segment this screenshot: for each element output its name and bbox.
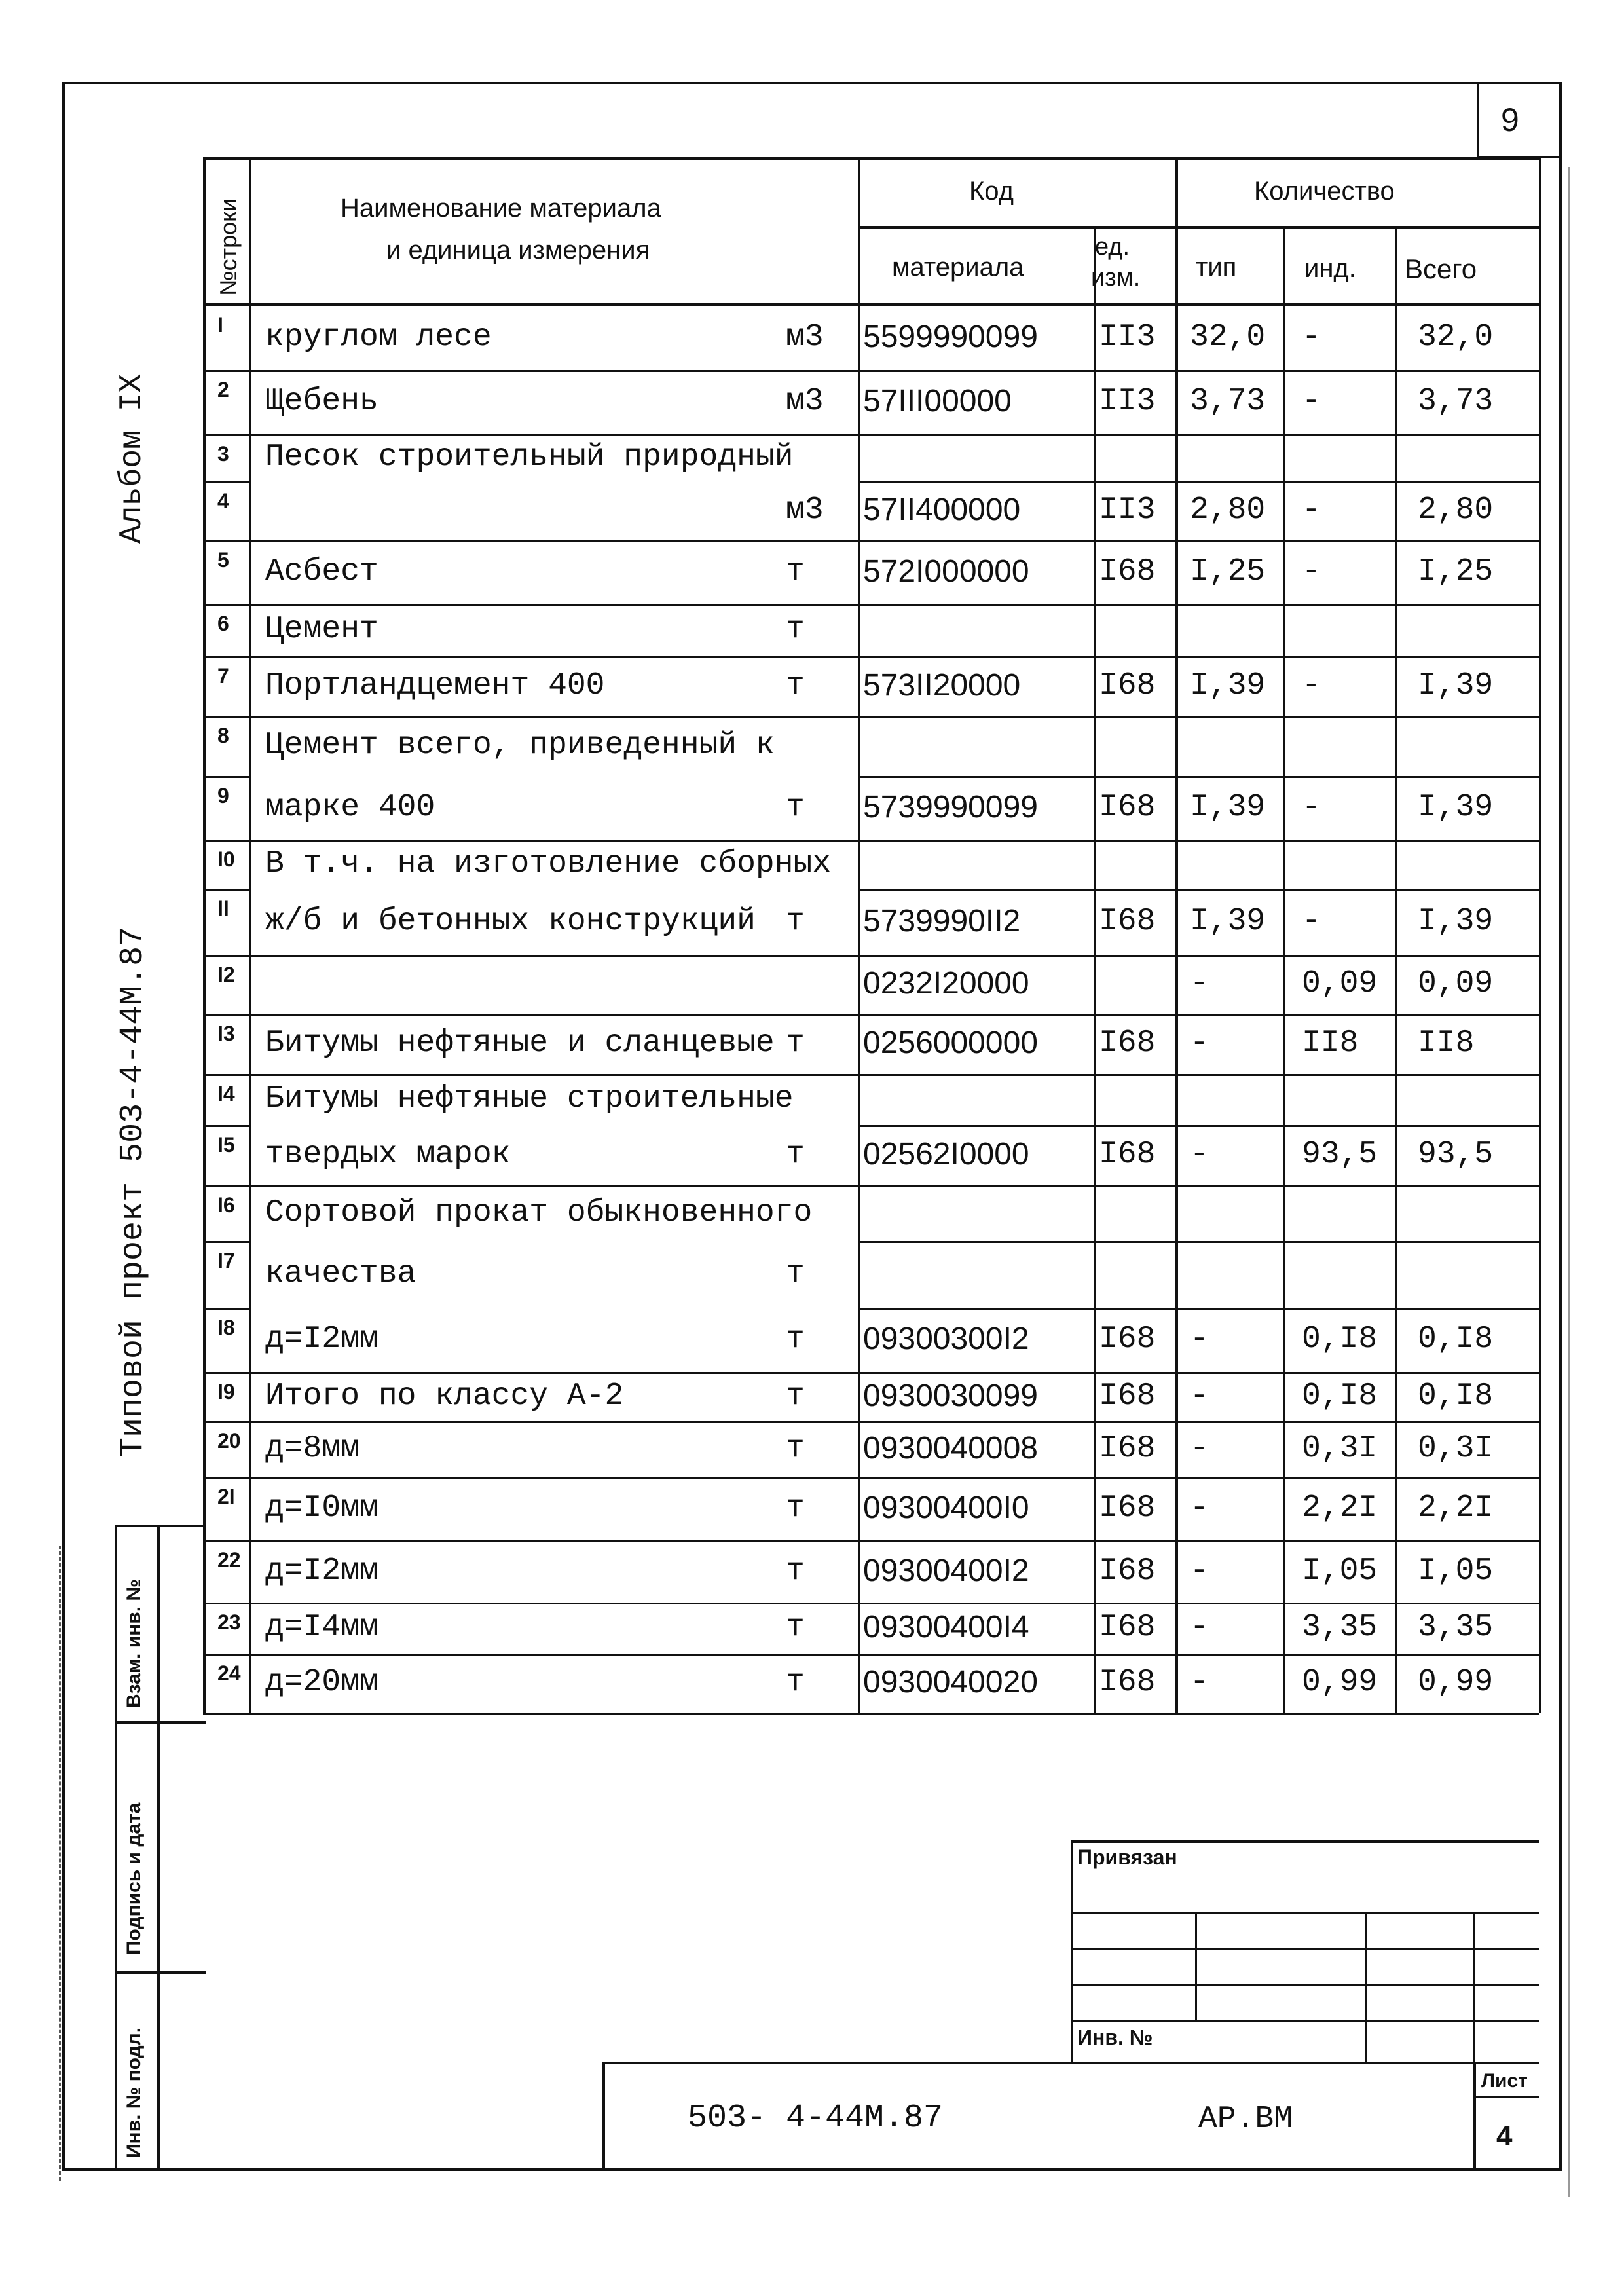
qty-type: - (1190, 1610, 1209, 1645)
row-number: 8 (217, 724, 229, 747)
unit-code: I68 (1099, 903, 1156, 939)
row-number: I9 (217, 1380, 235, 1403)
qty-ind: 0,I8 (1302, 1378, 1378, 1414)
qty-type: I,39 (1190, 903, 1266, 939)
material-code: 57III00000 (863, 384, 1012, 418)
material-name: Асбест (265, 553, 378, 589)
row-separator (203, 540, 1539, 542)
row-number: I7 (217, 1249, 235, 1272)
row-separator (203, 370, 1539, 372)
row-number: 7 (217, 664, 229, 688)
row-separator-number (203, 1125, 249, 1127)
header-bottom (203, 303, 1539, 306)
material-name: В т.ч. на изготовление сборных (265, 845, 832, 881)
unit-of-measure: т (786, 1490, 805, 1526)
row-separator (203, 840, 1539, 842)
qty-total: I,39 (1418, 903, 1494, 939)
material-name: Цемент всего, приведенный к (265, 728, 775, 763)
unit-of-measure: м3 (786, 492, 824, 528)
col-type (1175, 157, 1178, 1713)
qty-ind: 0,09 (1302, 966, 1378, 1001)
title-grid-col-1 (1195, 1912, 1197, 2020)
unit-code: II3 (1099, 319, 1156, 355)
unit-of-measure: м3 (786, 384, 824, 419)
qty-ind: 0,99 (1302, 1665, 1378, 1700)
unit-of-measure: т (786, 1430, 805, 1466)
qty-ind: 0,I8 (1302, 1322, 1378, 1357)
qty-total: 2,80 (1418, 492, 1494, 528)
cut-line-left (59, 1546, 61, 2181)
unit-of-measure: т (786, 1378, 805, 1414)
qty-type: - (1190, 1430, 1209, 1466)
stamp-inv-podl: Инв. № подл. (123, 2027, 145, 2158)
unit-code: I68 (1099, 553, 1156, 589)
unit-of-measure: т (786, 1026, 805, 1061)
col-unit-code (1094, 226, 1096, 1713)
qty-ind: - (1302, 384, 1321, 419)
material-name: твердых марок (265, 1137, 511, 1172)
material-code: 0256000000 (863, 1026, 1038, 1060)
row-number: 2I (217, 1485, 235, 1508)
title-grid-col-3 (1473, 1912, 1475, 2063)
main-title-top (602, 2062, 1539, 2064)
header-quantity-group: Количество (1254, 177, 1395, 206)
qty-type: - (1190, 1665, 1209, 1700)
qty-total: 2,2I (1418, 1490, 1494, 1526)
material-name: д=I4мм (265, 1610, 378, 1645)
material-code: 5599990099 (863, 319, 1038, 354)
col-left (203, 157, 206, 1713)
qty-type: 2,80 (1190, 492, 1266, 528)
row-separator (203, 1654, 1539, 1656)
qty-ind: - (1302, 667, 1321, 703)
material-code: 572I000000 (863, 553, 1029, 589)
header-sub-line (858, 226, 1539, 229)
qty-type: - (1190, 1378, 1209, 1414)
material-name: ж/б и бетонных конструкций (265, 903, 756, 939)
qty-type: - (1190, 1490, 1209, 1526)
header-row-number: №строки (215, 198, 242, 296)
qty-total: 0,09 (1418, 966, 1494, 1001)
unit-code: II3 (1099, 384, 1156, 419)
privyazan-label: Привязан (1077, 1845, 1177, 1869)
row-separator (858, 481, 1539, 483)
qty-total: 0,I8 (1418, 1322, 1494, 1357)
row-number: 6 (217, 612, 229, 635)
qty-ind: II8 (1302, 1026, 1359, 1061)
sheet-label: Лист (1481, 2070, 1528, 2092)
qty-ind: - (1302, 789, 1321, 825)
qty-type: - (1190, 1026, 1209, 1061)
qty-ind: 93,5 (1302, 1137, 1378, 1172)
qty-type: I,39 (1190, 789, 1266, 825)
unit-of-measure: т (786, 1322, 805, 1357)
unit-of-measure: т (786, 1553, 805, 1589)
table-bottom (203, 1713, 1539, 1715)
material-name: Песок строительный природный (265, 439, 794, 475)
title-grid-line-1 (1071, 1912, 1539, 1914)
unit-code: I68 (1099, 1026, 1156, 1061)
album-label: Альбом IX (115, 373, 150, 544)
sheet-cell-left (1473, 2063, 1476, 2171)
row-number: 4 (217, 489, 229, 513)
unit-code: I68 (1099, 1553, 1156, 1589)
row-number: I4 (217, 1082, 235, 1105)
main-title-left (602, 2062, 605, 2171)
unit-code: I68 (1099, 1665, 1156, 1700)
header-qty-total: Всего (1405, 253, 1477, 284)
title-privyazan-left (1071, 1840, 1073, 2063)
stamp-vzam: Взам. инв. № (123, 1579, 145, 1708)
unit-of-measure: м3 (786, 319, 824, 355)
row-number: 20 (217, 1429, 241, 1453)
qty-total: I,05 (1418, 1553, 1494, 1589)
row-number: 2 (217, 378, 229, 401)
header-name-line1: Наименование материала (341, 194, 661, 223)
col-ind (1283, 226, 1285, 1713)
material-name: качества (265, 1256, 416, 1291)
material-name: Цемент (265, 612, 378, 647)
row-number: 24 (217, 1661, 241, 1685)
material-code: 57II400000 (863, 492, 1021, 527)
qty-total: 32,0 (1418, 319, 1494, 355)
qty-total: 3,73 (1418, 384, 1494, 419)
qty-type: 32,0 (1190, 319, 1266, 355)
document-code: 503- 4-44М.87 (688, 2100, 944, 2137)
material-name: Битумы нефтяные и сланцевые (265, 1026, 775, 1061)
title-grid-line-2 (1071, 1948, 1539, 1950)
row-separator (203, 716, 1539, 718)
stamp-signature: Подпись и дата (123, 1802, 145, 1955)
unit-of-measure: т (786, 1665, 805, 1700)
stamp-left-edge (115, 1525, 117, 2171)
row-separator-number (203, 889, 249, 891)
row-separator-number (203, 1308, 249, 1310)
unit-code: I68 (1099, 1378, 1156, 1414)
col-name (858, 157, 860, 1713)
unit-code: I68 (1099, 1137, 1156, 1172)
col-total (1395, 226, 1397, 1713)
row-separator-number (203, 776, 249, 778)
material-name: Сортовой прокат обыкновенного (265, 1195, 813, 1231)
unit-code: I68 (1099, 667, 1156, 703)
title-grid-col-2 (1365, 1912, 1367, 2063)
unit-code: I68 (1099, 789, 1156, 825)
unit-of-measure: т (786, 1610, 805, 1645)
unit-code: II3 (1099, 492, 1156, 528)
qty-ind: 2,2I (1302, 1490, 1378, 1526)
material-name: д=I2мм (265, 1322, 378, 1357)
row-separator (203, 1603, 1539, 1604)
material-code: 0232I20000 (863, 966, 1029, 1001)
material-name: Итого по классу А-2 (265, 1378, 624, 1414)
qty-type: - (1190, 966, 1209, 1001)
qty-ind: I,05 (1302, 1553, 1378, 1589)
qty-total: 3,35 (1418, 1610, 1494, 1645)
material-name: д=I0мм (265, 1490, 378, 1526)
row-number: I8 (217, 1316, 235, 1339)
material-name: Битумы нефтяные строительные (265, 1081, 794, 1117)
page-number-box-left (1477, 82, 1479, 157)
sheet-number: 4 (1496, 2120, 1513, 2152)
row-separator (203, 1477, 1539, 1479)
qty-total: I,39 (1418, 789, 1494, 825)
header-unit-code-2: изм. (1091, 264, 1141, 291)
row-separator (858, 776, 1539, 778)
row-number: 5 (217, 548, 229, 572)
header-code-material: материала (892, 253, 1024, 282)
qty-type: I,39 (1190, 667, 1266, 703)
material-name: д=8мм (265, 1430, 360, 1466)
row-separator (203, 434, 1539, 436)
header-top (203, 157, 1539, 160)
row-number: 9 (217, 784, 229, 807)
qty-total: 0,99 (1418, 1665, 1494, 1700)
row-separator-number (203, 1241, 249, 1243)
qty-total: II8 (1418, 1026, 1475, 1061)
unit-code: I68 (1099, 1490, 1156, 1526)
material-code: 0930040020 (863, 1665, 1038, 1699)
row-separator-number (203, 481, 249, 483)
unit-of-measure: т (786, 1137, 805, 1172)
unit-code: I68 (1099, 1610, 1156, 1645)
cut-line-right (1568, 167, 1570, 2197)
qty-total: I,39 (1418, 667, 1494, 703)
qty-ind: - (1302, 492, 1321, 528)
row-separator (858, 889, 1539, 891)
row-number: I2 (217, 963, 235, 986)
row-number: 23 (217, 1610, 241, 1634)
title-privyazan-top (1071, 1840, 1539, 1843)
material-code: 0930040008 (863, 1430, 1038, 1466)
material-code: 0930030099 (863, 1378, 1038, 1413)
unit-of-measure: т (786, 612, 805, 647)
project-label: Типовой проект 503-4-44М.87 (115, 926, 152, 1457)
row-number: I0 (217, 847, 235, 871)
row-number: 3 (217, 442, 229, 466)
material-code: 5739990II2 (863, 903, 1021, 938)
qty-type: - (1190, 1553, 1209, 1589)
page-number: 9 (1501, 102, 1519, 138)
row-number: I5 (217, 1133, 235, 1157)
unit-of-measure: т (786, 789, 805, 825)
material-code: 5739990099 (863, 789, 1038, 825)
unit-of-measure: т (786, 667, 805, 703)
row-separator (203, 955, 1539, 957)
qty-ind: - (1302, 319, 1321, 355)
stamp-div-1 (115, 1721, 206, 1724)
material-code: 09300400I0 (863, 1490, 1029, 1525)
title-grid-line-3 (1071, 1984, 1539, 1986)
material-code: 09300400I4 (863, 1610, 1029, 1644)
unit-of-measure: т (786, 553, 805, 589)
qty-total: 93,5 (1418, 1137, 1494, 1172)
row-separator (203, 1074, 1539, 1076)
row-number: 22 (217, 1548, 241, 1572)
row-separator (203, 1185, 1539, 1187)
material-code: 02562I0000 (863, 1137, 1029, 1172)
qty-type: I,25 (1190, 553, 1266, 589)
row-separator (203, 1421, 1539, 1423)
material-name: Щебень (265, 384, 378, 419)
row-number: I6 (217, 1193, 235, 1217)
stamp-top (115, 1525, 206, 1527)
header-qty-ind: инд. (1304, 254, 1356, 283)
unit-code: I68 (1099, 1430, 1156, 1466)
qty-ind: - (1302, 903, 1321, 939)
unit-code: I68 (1099, 1322, 1156, 1357)
qty-type: - (1190, 1322, 1209, 1357)
qty-total: I,25 (1418, 553, 1494, 589)
material-name: марке 400 (265, 789, 435, 825)
qty-total: 0,I8 (1418, 1378, 1494, 1414)
document-mark: АР.ВМ (1198, 2102, 1293, 2137)
material-code: 573II20000 (863, 667, 1021, 703)
header-unit-code-1: ед. (1095, 233, 1130, 261)
col-no (249, 157, 251, 1713)
qty-type: 3,73 (1190, 384, 1266, 419)
header-qty-type: тип (1196, 253, 1237, 282)
row-separator (203, 1372, 1539, 1374)
row-separator (858, 1308, 1539, 1310)
material-code: 09300300I2 (863, 1322, 1029, 1356)
row-separator (858, 1241, 1539, 1243)
unit-of-measure: т (786, 1256, 805, 1291)
header-name-line2: и единица измерения (386, 236, 650, 265)
material-name: д=I2мм (265, 1553, 378, 1589)
row-separator (858, 1125, 1539, 1127)
sheet-cell-split (1473, 2096, 1539, 2098)
row-number: I3 (217, 1022, 235, 1045)
qty-ind: 3,35 (1302, 1610, 1378, 1645)
row-separator (203, 1540, 1539, 1542)
material-name: д=20мм (265, 1665, 378, 1700)
header-code-group: Код (969, 177, 1014, 206)
row-separator (203, 604, 1539, 606)
qty-total: 0,3I (1418, 1430, 1494, 1466)
material-name: Портландцемент 400 (265, 667, 605, 703)
row-separator (203, 1014, 1539, 1016)
qty-ind: 0,3I (1302, 1430, 1378, 1466)
material-name: круглом лесе (265, 319, 492, 355)
unit-of-measure: т (786, 903, 805, 939)
inv-no-label: Инв. № (1077, 2026, 1153, 2049)
material-code: 09300400I2 (863, 1553, 1029, 1588)
col-right (1539, 157, 1541, 1713)
stamp-vertical (157, 1525, 160, 2171)
row-separator (203, 656, 1539, 658)
qty-type: - (1190, 1137, 1209, 1172)
stamp-div-2 (115, 1971, 206, 1974)
row-number: II (217, 897, 229, 920)
row-number: I (217, 313, 223, 337)
qty-ind: - (1302, 553, 1321, 589)
title-grid-line-4 (1071, 2020, 1539, 2022)
